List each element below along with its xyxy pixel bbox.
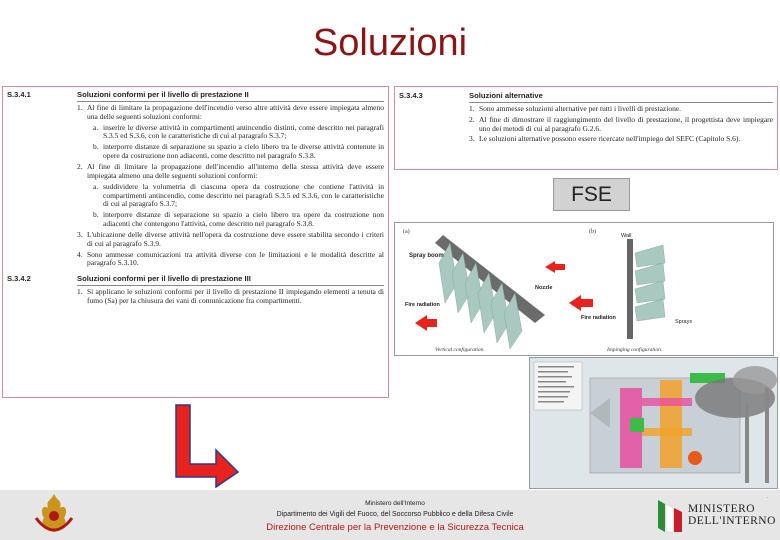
- list-item: 4. Sono ammesse comunicazioni tra attività diverse con le limitazioni e le modalità descritte al paragrafo S.3.10.: [77, 249, 384, 268]
- list-item: 2. Al fine di limitare la propagazione dell'incendio all'interno della stessa attività deve essere impiegata almeno una delle seguenti soluzioni conformi:: [77, 162, 384, 180]
- footer-bar: [0, 490, 780, 540]
- section-title: Soluzioni alternative: [469, 91, 543, 100]
- list-item: 2. Al fine di dimostrare il raggiungimento del livello di prestazione, il progettista deve impiegare uno dei metodi di cui al paragrafo G.2.6.: [469, 114, 773, 133]
- fire-arrow-icon: [545, 261, 565, 273]
- sub-item: a. suddividere la volumetria di ciascuna opera da costruzione che contiene l'attività in compartimenti antincendio, come descritto nei paragrafi S.3.5 ed S.3.6, con le caratteristiche di cui al paragrafo S.3.7;: [93, 181, 384, 209]
- list-item: 1. Si applicano le soluzioni conformi per il livello di prestazione II impiegando elementi a tenuta di fumo (Sa) per la chiusura dei vani di comunicazione fra compartimenti.: [77, 287, 384, 306]
- section-number: S.3.4.2: [7, 274, 31, 284]
- spray-boom-label: Spray boom: [409, 253, 444, 259]
- red-arrow-icon: [172, 404, 242, 488]
- list-item: 1. Sono ammesse soluzioni alternative per tutti i livelli di prestazione.: [469, 103, 682, 113]
- section-title: Soluzioni conformi per il livello di prestazione II: [77, 90, 249, 99]
- vertical-caption: Vertical configuration.: [435, 347, 485, 353]
- sprays-label: Sprays: [675, 319, 693, 325]
- impinging-caption: Impinging configuration.: [607, 347, 663, 353]
- logo-line-2: DELL'INTERNO: [688, 515, 776, 527]
- right-document-excerpt: [394, 86, 778, 170]
- sub-item: a. inserire le diverse attività in compartimenti antincendio distinti, come descritto nei paragrafi S.3.5 ed S.3.6, con le caratteristiche di cui al paragrafo S.3.7;: [93, 122, 384, 141]
- slide-title: Soluzioni: [312, 22, 468, 64]
- left-document-excerpt: [2, 86, 389, 398]
- label-b: (b): [589, 229, 596, 235]
- footer-text: [230, 492, 560, 534]
- section-number: S.3.4.3: [399, 91, 423, 100]
- page-marker: .: [767, 494, 769, 500]
- list-item: 3. L'ubicazione delle diverse attività nell'opera da costruzione deve essere stabilita secondo i criteri di cui al paragrafo S.3.9.: [77, 229, 384, 248]
- ministero-interno-logo: [656, 498, 776, 534]
- wall-label: Wall: [621, 233, 632, 239]
- section-title: Soluzioni conformi per il livello di prestazione III: [77, 274, 251, 284]
- list-item: 3. Le soluzioni alternative possono essere ricercate nell'impiego del SEFC (Capitolo S.6).: [469, 134, 741, 144]
- fire-radiation-label: Fire radiation: [405, 302, 440, 308]
- list-item: 1. Al fine di limitare la propagazione dell'incendio verso altre attività deve essere impiegata almeno una delle seguenti soluzioni conformi:: [77, 102, 384, 121]
- footer-department: Dipartimento dei Vigili del Fuoco, del Soccorso Pubblico e della Difesa Civile: [276, 511, 514, 518]
- fire-radiation-label-b: Fire radiation: [581, 315, 616, 321]
- nozzle-label: Nozzle: [535, 285, 553, 291]
- footer-ministry: Ministero dell'Interno: [365, 500, 425, 507]
- sub-item: b. interporre distanze di separazione su spazio a cielo libero tra opere da costruzione non adiacenti che contengono l'attività, come descritto nel paragrafo S.3.8.: [93, 210, 384, 229]
- spray-configuration-figure: [394, 222, 774, 356]
- section-header: [7, 275, 384, 284]
- label-a: (a): [403, 229, 410, 235]
- fire-simulation-image: [529, 357, 778, 489]
- section-number: S.3.4.1: [7, 90, 31, 99]
- vigili-del-fuoco-logo: [28, 492, 80, 538]
- footer-directorate: Direzione Centrale per la Prevenzione e la Sicurezza Tecnica: [266, 522, 524, 533]
- fire-arrow-icon: [569, 295, 593, 311]
- section-header: [7, 91, 384, 100]
- sub-item: b. interporre distanze di separazione su spazio a cielo libero tra le diverse attività contenute in opere da costruzione non adiacenti, come descritto nel paragrafo S.3.8.: [93, 142, 384, 161]
- fse-label-box: FSE: [553, 178, 630, 211]
- section-header: [399, 92, 773, 101]
- spray-diagram: [395, 223, 774, 356]
- logo-line-1: MINISTERO: [688, 503, 756, 515]
- fire-arrow-icon: [415, 315, 437, 331]
